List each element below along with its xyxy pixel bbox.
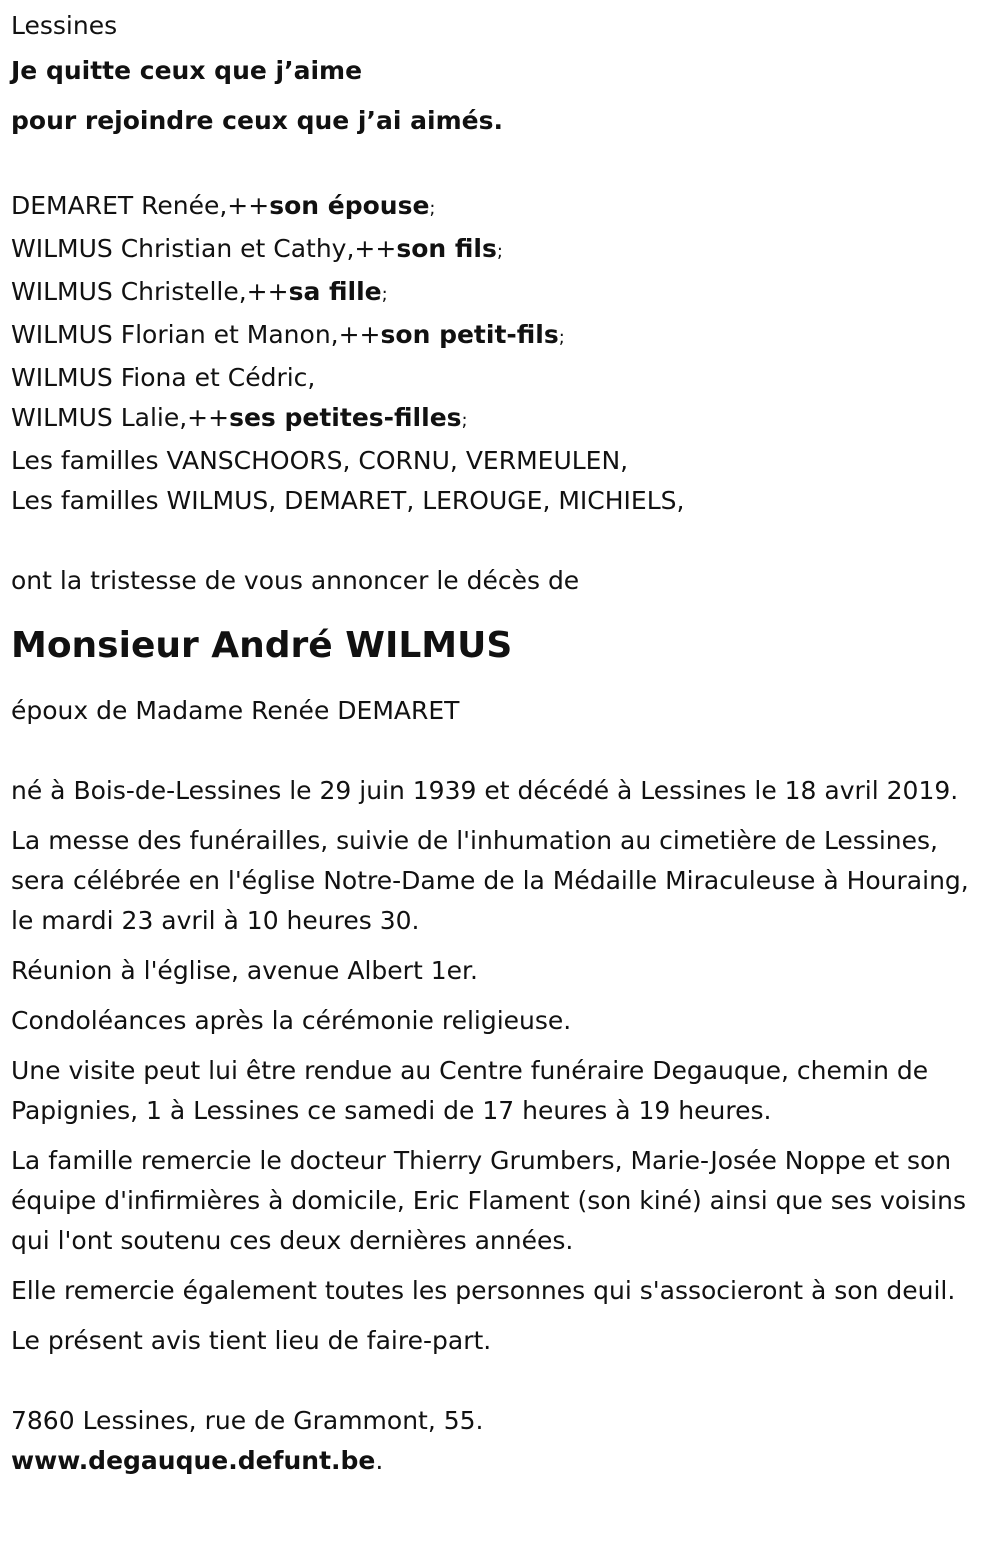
- family-line: [11, 272, 991, 315]
- family-suffix: ;: [496, 241, 503, 262]
- address: 7860 Lessines, rue de Grammont, 55.: [11, 1406, 484, 1435]
- family-name: Les familles VANSCHOORS, CORNU, VERMEULEN,: [11, 446, 629, 475]
- deceased-name: Monsieur André WILMUS: [11, 625, 513, 666]
- website-line: [11, 1441, 991, 1481]
- family-name: WILMUS Fiona et Cédric,: [11, 363, 316, 392]
- family-name: Les familles WILMUS, DEMARET, LEROUGE, MICHIELS,: [11, 486, 685, 515]
- condolences-paragraph: Condoléances après la cérémonie religieuse.: [11, 1006, 572, 1035]
- family-relation: son petit-fils: [380, 320, 559, 349]
- family-line: [11, 481, 991, 521]
- family-name: WILMUS Christian et Cathy,++: [11, 234, 397, 263]
- family-relation: ses petites-filles: [229, 403, 462, 432]
- website-suffix: .: [375, 1446, 384, 1475]
- family-name: WILMUS Florian et Manon,++: [11, 320, 381, 349]
- family-suffix: ;: [558, 327, 565, 348]
- spacer: [11, 731, 991, 771]
- spacer: [11, 601, 991, 621]
- family-suffix: ;: [429, 198, 436, 219]
- spacer: [11, 521, 991, 561]
- family-name: WILMUS Lalie,++: [11, 403, 230, 432]
- spouse-line: époux de Madame Renée DEMARET: [11, 696, 460, 725]
- funeral-paragraph: La messe des funérailles, suivie de l'inhumation au cimetière de Lessines, sera célébrée en l'église Notre-Dame de la Médaille Miraculeuse à Houraing, le mardi 23 avril à 10 heures 30.: [11, 826, 969, 935]
- thanks-all-paragraph: Elle remercie également toutes les personnes qui s'associeront à son deuil.: [11, 1276, 956, 1305]
- family-relation: son fils: [396, 234, 497, 263]
- website-link[interactable]: www.degauque.defunt.be: [11, 1446, 376, 1475]
- spacer: [11, 671, 991, 691]
- family-line: [11, 358, 991, 398]
- family-relation: sa fille: [288, 277, 382, 306]
- locality: Lessines: [11, 11, 118, 40]
- family-name: DEMARET Renée,++: [11, 191, 270, 220]
- family-suffix: ;: [461, 410, 468, 431]
- family-suffix: ;: [381, 284, 388, 305]
- family-line: [11, 315, 991, 358]
- family-list: [11, 186, 991, 521]
- announcement: ont la tristesse de vous annoncer le décès de: [11, 566, 580, 595]
- family-line: [11, 441, 991, 481]
- thanks-paragraph: La famille remercie le docteur Thierry Grumbers, Marie-Josée Noppe et son équipe d'infirmières à domicile, Eric Flament (son kiné) ainsi que ses voisins qui l'ont soutenu ces deux dernières années.: [11, 1146, 966, 1255]
- meeting-paragraph: Réunion à l'église, avenue Albert 1er.: [11, 956, 478, 985]
- family-relation: son épouse: [269, 191, 430, 220]
- obituary-notice: [11, 6, 991, 1481]
- family-line: [11, 186, 991, 229]
- family-line: [11, 229, 991, 272]
- visit-paragraph: Une visite peut lui être rendue au Centre funéraire Degauque, chemin de Papignies, 1 à Lessines ce samedi de 17 heures à 19 heures.: [11, 1056, 929, 1125]
- spacer: [11, 146, 991, 186]
- family-name: WILMUS Christelle,++: [11, 277, 289, 306]
- notice-paragraph: Le présent avis tient lieu de faire-part.: [11, 1326, 492, 1355]
- quote-line-1: Je quitte ceux que j’aime: [11, 56, 363, 85]
- quote-line-2: pour rejoindre ceux que j’ai aimés.: [11, 106, 503, 135]
- birth-death-paragraph: né à Bois-de-Lessines le 29 juin 1939 et décédé à Lessines le 18 avril 2019.: [11, 776, 959, 805]
- family-line: [11, 398, 991, 441]
- spacer: [11, 1361, 991, 1401]
